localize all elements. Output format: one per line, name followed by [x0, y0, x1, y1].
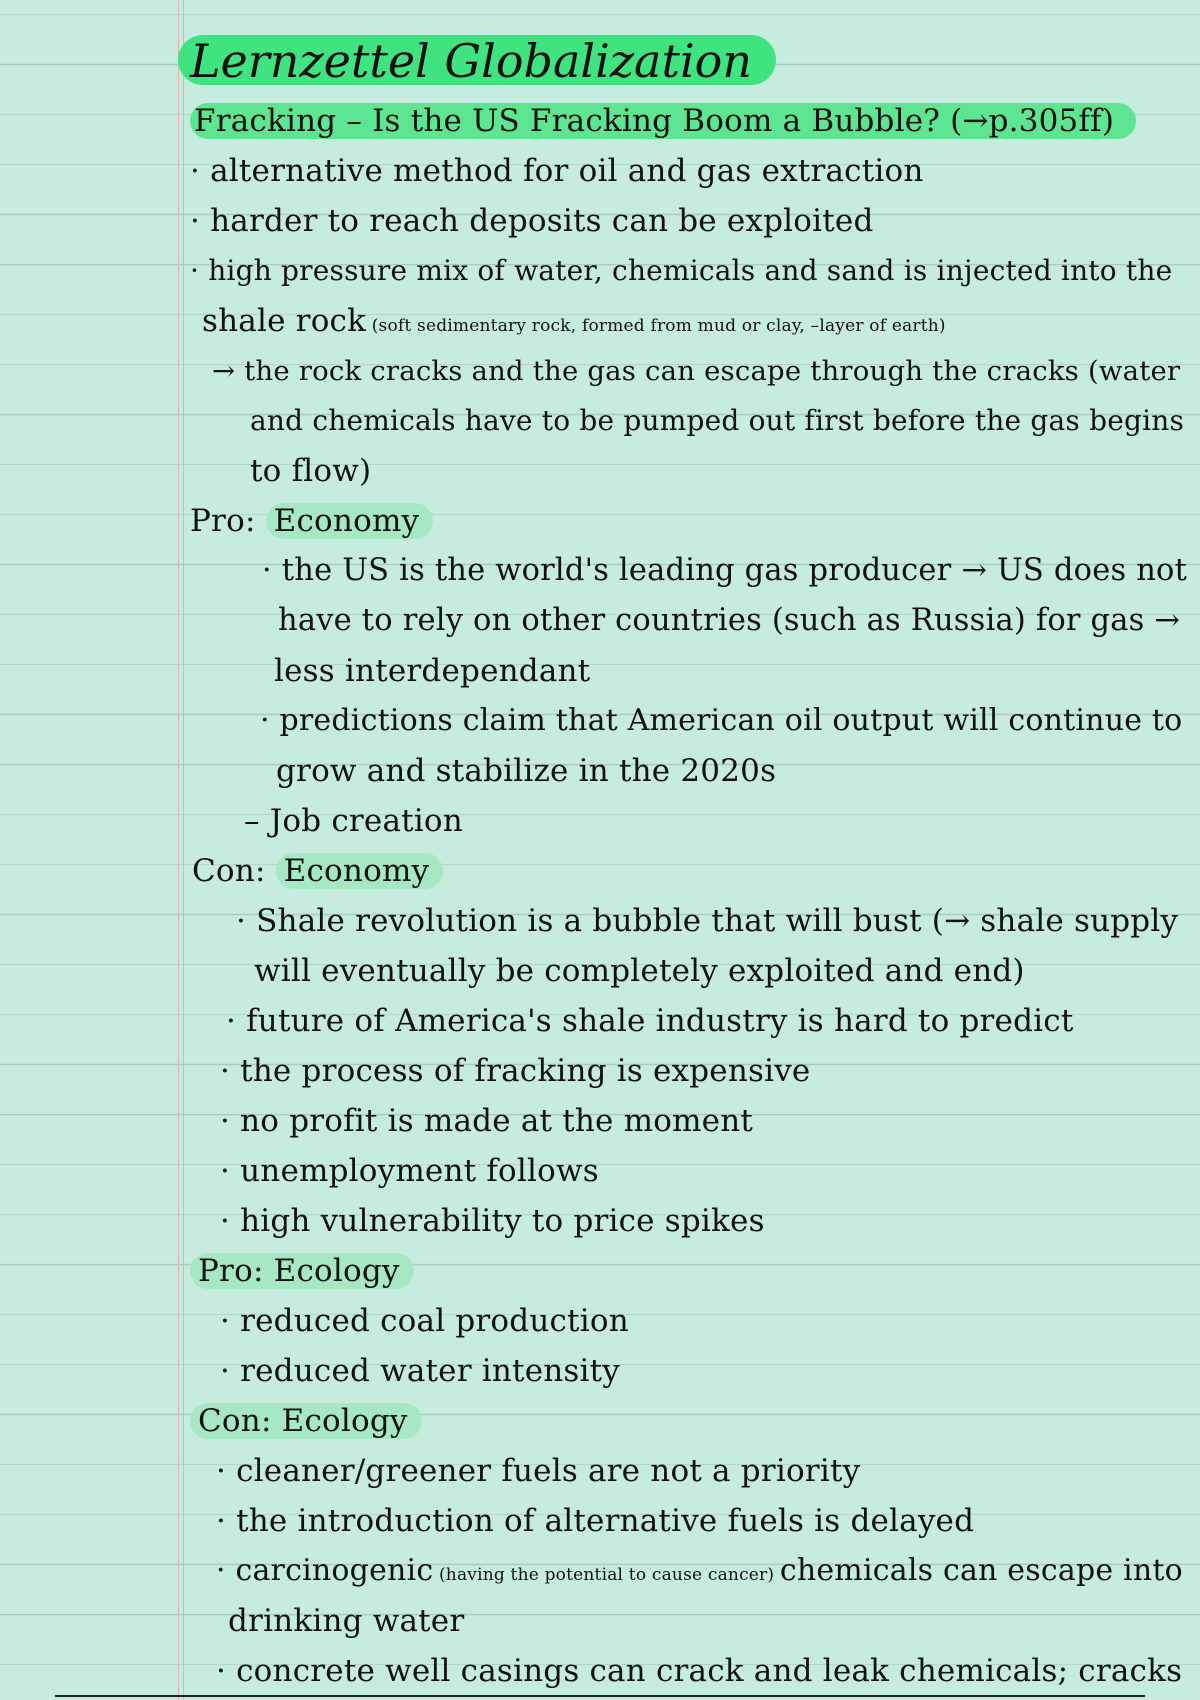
note-line — [202, 296, 946, 351]
con-ecology-highlight: Con: Ecology — [190, 1403, 422, 1439]
con-label: Con: — [192, 853, 266, 889]
margin-line-inner — [183, 0, 184, 1700]
fracking-heading-highlight — [190, 103, 1136, 139]
heading-fracking — [190, 96, 1136, 146]
economy-highlight: Economy — [266, 503, 434, 539]
note-line: · future of America's shale industry is hard to predict — [226, 1003, 1074, 1039]
section-heading-con-economy — [192, 846, 443, 896]
pro-label: Pro: — [190, 503, 256, 539]
margin-line — [178, 0, 179, 1700]
carcinogenic-definition: (having the potential to cause cancer) — [433, 1565, 780, 1585]
note-line: · reduced water intensity — [220, 1353, 621, 1389]
note-line: · no profit is made at the moment — [220, 1103, 754, 1139]
note-line: · cleaner/greener fuels are not a priority — [216, 1453, 861, 1489]
note-line: · the US is the world's leading gas producer → US does not — [262, 553, 1188, 588]
note-line: have to rely on other countries (such as Russia) for gas → — [278, 603, 1181, 638]
note-line: · alternative method for oil and gas extraction — [190, 153, 924, 189]
section-heading-con-ecology — [190, 1396, 422, 1446]
note-line: less interdependant — [274, 653, 591, 689]
section-heading-pro-economy — [190, 496, 433, 546]
note-line: grow and stabilize in the 2020s — [276, 753, 777, 789]
page-title: Lernzettel Globalization — [178, 35, 776, 85]
shale-rock-term: shale rock — [202, 303, 367, 339]
section-heading-pro-ecology — [190, 1246, 414, 1296]
note-line — [216, 1546, 1183, 1600]
note-line: → the rock cracks and the gas can escape through the cracks (water — [212, 355, 1181, 387]
shale-rock-definition: (soft sedimentary rock, formed from mud or clay, –layer of earth) — [366, 316, 946, 336]
note-line: · high pressure mix of water, chemicals and sand is injected into the — [190, 254, 1173, 287]
note-line: will eventually be completely exploited and end) — [254, 953, 1025, 989]
note-line: · concrete well casings can crack and leak chemicals; cracks — [216, 1653, 1183, 1689]
note-line: and chemicals have to be pumped out first before the gas begins — [250, 404, 1185, 437]
note-line: · high vulnerability to price spikes — [220, 1203, 765, 1239]
carcinogenic-term: · carcinogenic — [216, 1553, 434, 1588]
note-line: to flow) — [250, 453, 372, 489]
note-line: · unemployment follows — [220, 1153, 599, 1189]
fracking-label: Fracking — [194, 103, 337, 139]
note-line: · the process of fracking is expensive — [220, 1053, 811, 1089]
note-line: · harder to reach deposits can be exploited — [190, 203, 874, 239]
carcinogenic-rest: chemicals can escape into — [779, 1553, 1183, 1588]
note-line: · the introduction of alternative fuels is delayed — [216, 1503, 975, 1539]
note-line: · reduced coal production — [220, 1303, 629, 1339]
note-line: · predictions claim that American oil output will continue to — [260, 703, 1183, 738]
note-line: drinking water — [228, 1603, 465, 1639]
bottom-rule — [55, 1695, 1145, 1697]
note-line: · Shale revolution is a bubble that will bust (→ shale supply — [236, 903, 1179, 939]
pro-ecology-highlight: Pro: Ecology — [190, 1253, 414, 1289]
economy-highlight: Economy — [276, 853, 444, 889]
note-line: – Job creation — [244, 803, 463, 839]
fracking-question: – Is the US Fracking Boom a Bubble? (→p.305ff) — [336, 103, 1115, 139]
